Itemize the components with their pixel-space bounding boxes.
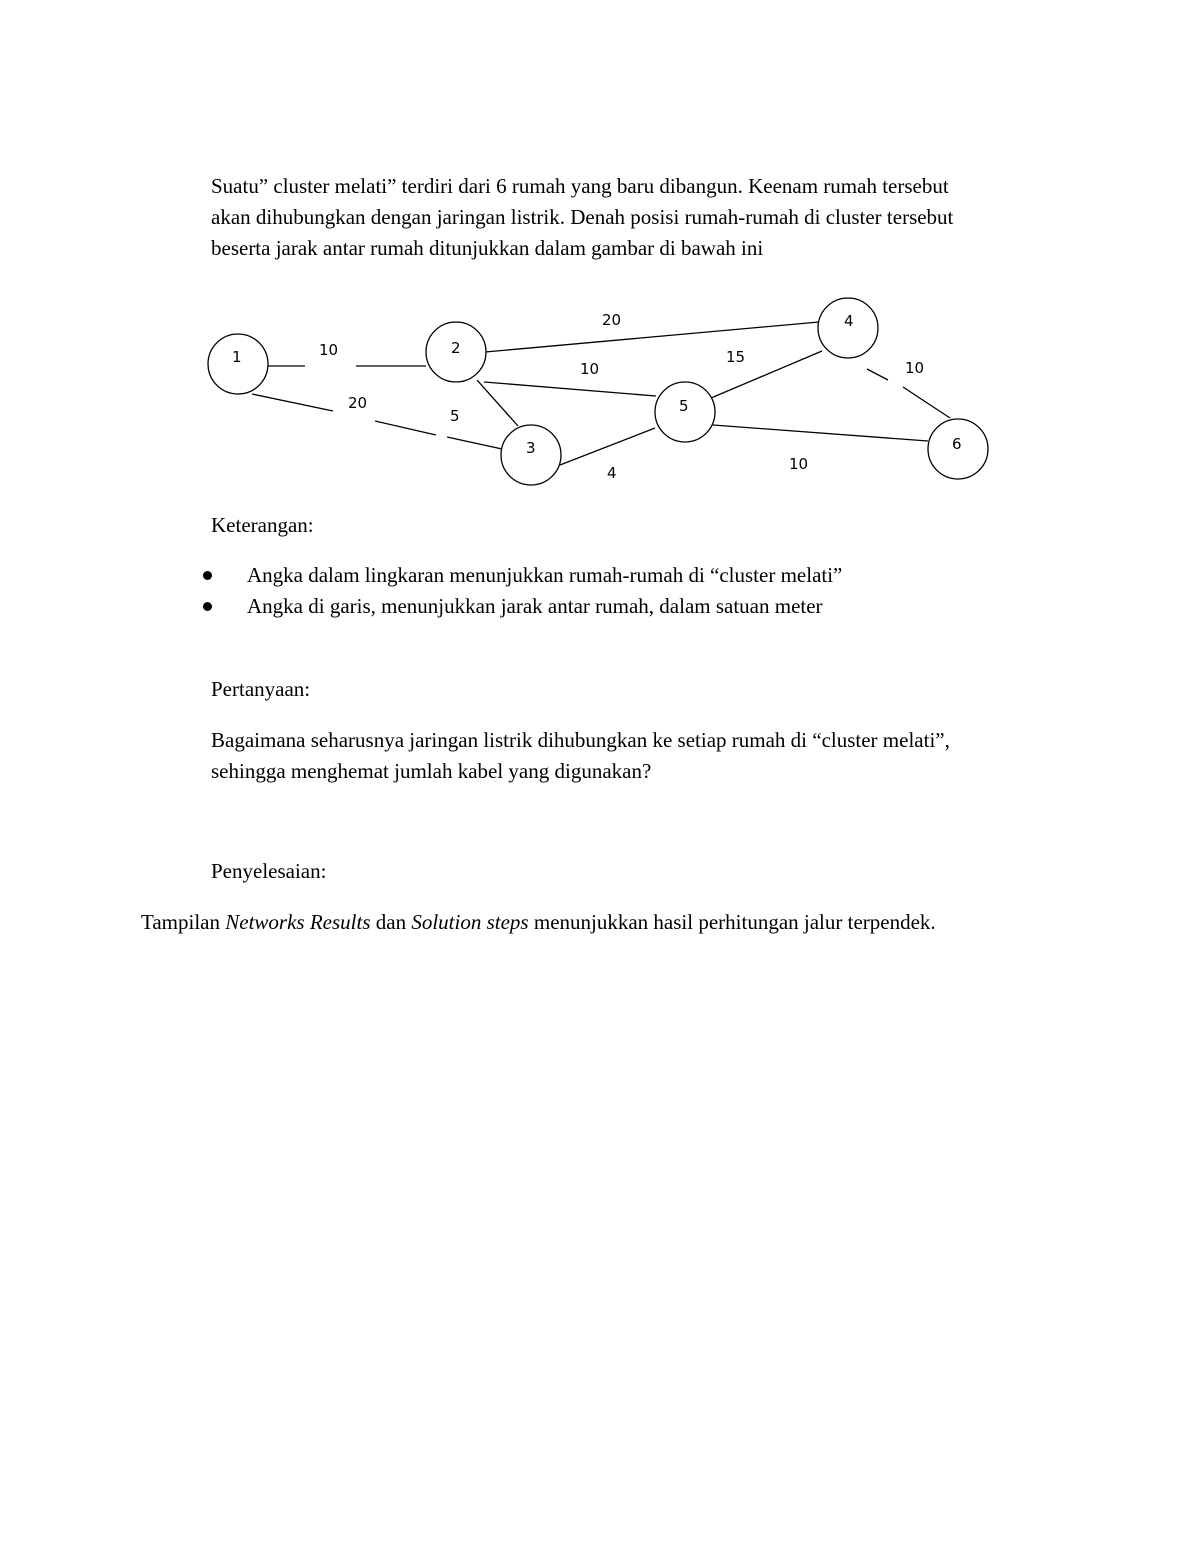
intro-line-3: beserta jarak antar rumah ditunjukkan dalam gambar di bawah ini xyxy=(211,236,764,260)
node-house-2 xyxy=(426,322,486,382)
solution-text-before: Tampilan xyxy=(141,910,226,934)
question-paragraph xyxy=(211,725,1111,787)
solution-text-after: menunjukkan hasil perhitungan jalur terpendek. xyxy=(528,910,936,934)
weight-1-3: 20 xyxy=(348,394,368,412)
bullet-icon xyxy=(203,602,212,611)
bullet-icon xyxy=(203,571,212,580)
legend-item-text: Angka dalam lingkaran menunjukkan rumah-rumah di “cluster melati” xyxy=(247,563,843,587)
legend-item-text: Angka di garis, menunjukkan jarak antar rumah, dalam satuan meter xyxy=(247,594,823,618)
node-label-1: 1 xyxy=(232,348,242,366)
term-networks-results: Networks Results xyxy=(225,910,371,934)
legend-heading: Keterangan: xyxy=(211,513,314,537)
solution-text-middle: dan xyxy=(370,910,412,934)
weight-2-3: 5 xyxy=(450,407,460,425)
edge-1-3-c xyxy=(447,437,502,449)
weight-4-6: 10 xyxy=(905,359,925,377)
weight-3-5: 4 xyxy=(607,464,617,482)
node-label-5: 5 xyxy=(679,397,689,415)
intro-line-1: Suatu” cluster melati” terdiri dari 6 rumah yang baru dibangun. Keenam rumah tersebut xyxy=(211,174,949,198)
weight-2-5: 10 xyxy=(580,360,600,378)
edge-2-3 xyxy=(477,380,518,426)
term-solution-steps: Solution steps xyxy=(411,910,529,934)
question-line-1: Bagaimana seharusnya jaringan listrik dihubungkan ke setiap rumah di “cluster melati”, xyxy=(211,728,950,752)
node-label-4: 4 xyxy=(844,312,854,330)
node-house-6 xyxy=(928,419,988,479)
intro-line-2: akan dihubungkan dengan jaringan listrik. Denah posisi rumah-rumah di cluster tersebut xyxy=(211,205,954,229)
weight-2-4: 20 xyxy=(602,311,622,329)
edge-4-6-b xyxy=(903,387,950,418)
node-house-1 xyxy=(208,334,268,394)
node-label-3: 3 xyxy=(526,439,536,457)
node-label-6: 6 xyxy=(952,435,962,453)
edge-1-3-b xyxy=(375,421,436,435)
edge-2-5 xyxy=(484,382,656,396)
node-house-5 xyxy=(655,382,715,442)
question-line-2: sehingga menghemat jumlah kabel yang digunakan? xyxy=(211,759,652,783)
edge-4-6-a xyxy=(867,369,888,380)
edge-1-3-a xyxy=(252,394,333,411)
weight-5-6: 10 xyxy=(789,455,809,473)
edge-3-5 xyxy=(560,428,655,465)
node-house-4 xyxy=(818,298,878,358)
legend-item xyxy=(200,560,842,591)
weight-1-2: 10 xyxy=(319,341,339,359)
question-heading: Pertanyaan: xyxy=(211,677,311,701)
legend-list xyxy=(200,560,842,622)
edge-5-6 xyxy=(713,425,928,441)
edge-2-4 xyxy=(485,322,819,352)
legend-item xyxy=(200,591,842,622)
node-label-2: 2 xyxy=(451,339,461,357)
weight-5-4: 15 xyxy=(726,348,746,366)
house-network-diagram xyxy=(0,0,1200,520)
solution-paragraph xyxy=(141,907,1141,938)
solution-heading: Penyelesaian: xyxy=(211,859,327,883)
node-house-3 xyxy=(501,425,561,485)
